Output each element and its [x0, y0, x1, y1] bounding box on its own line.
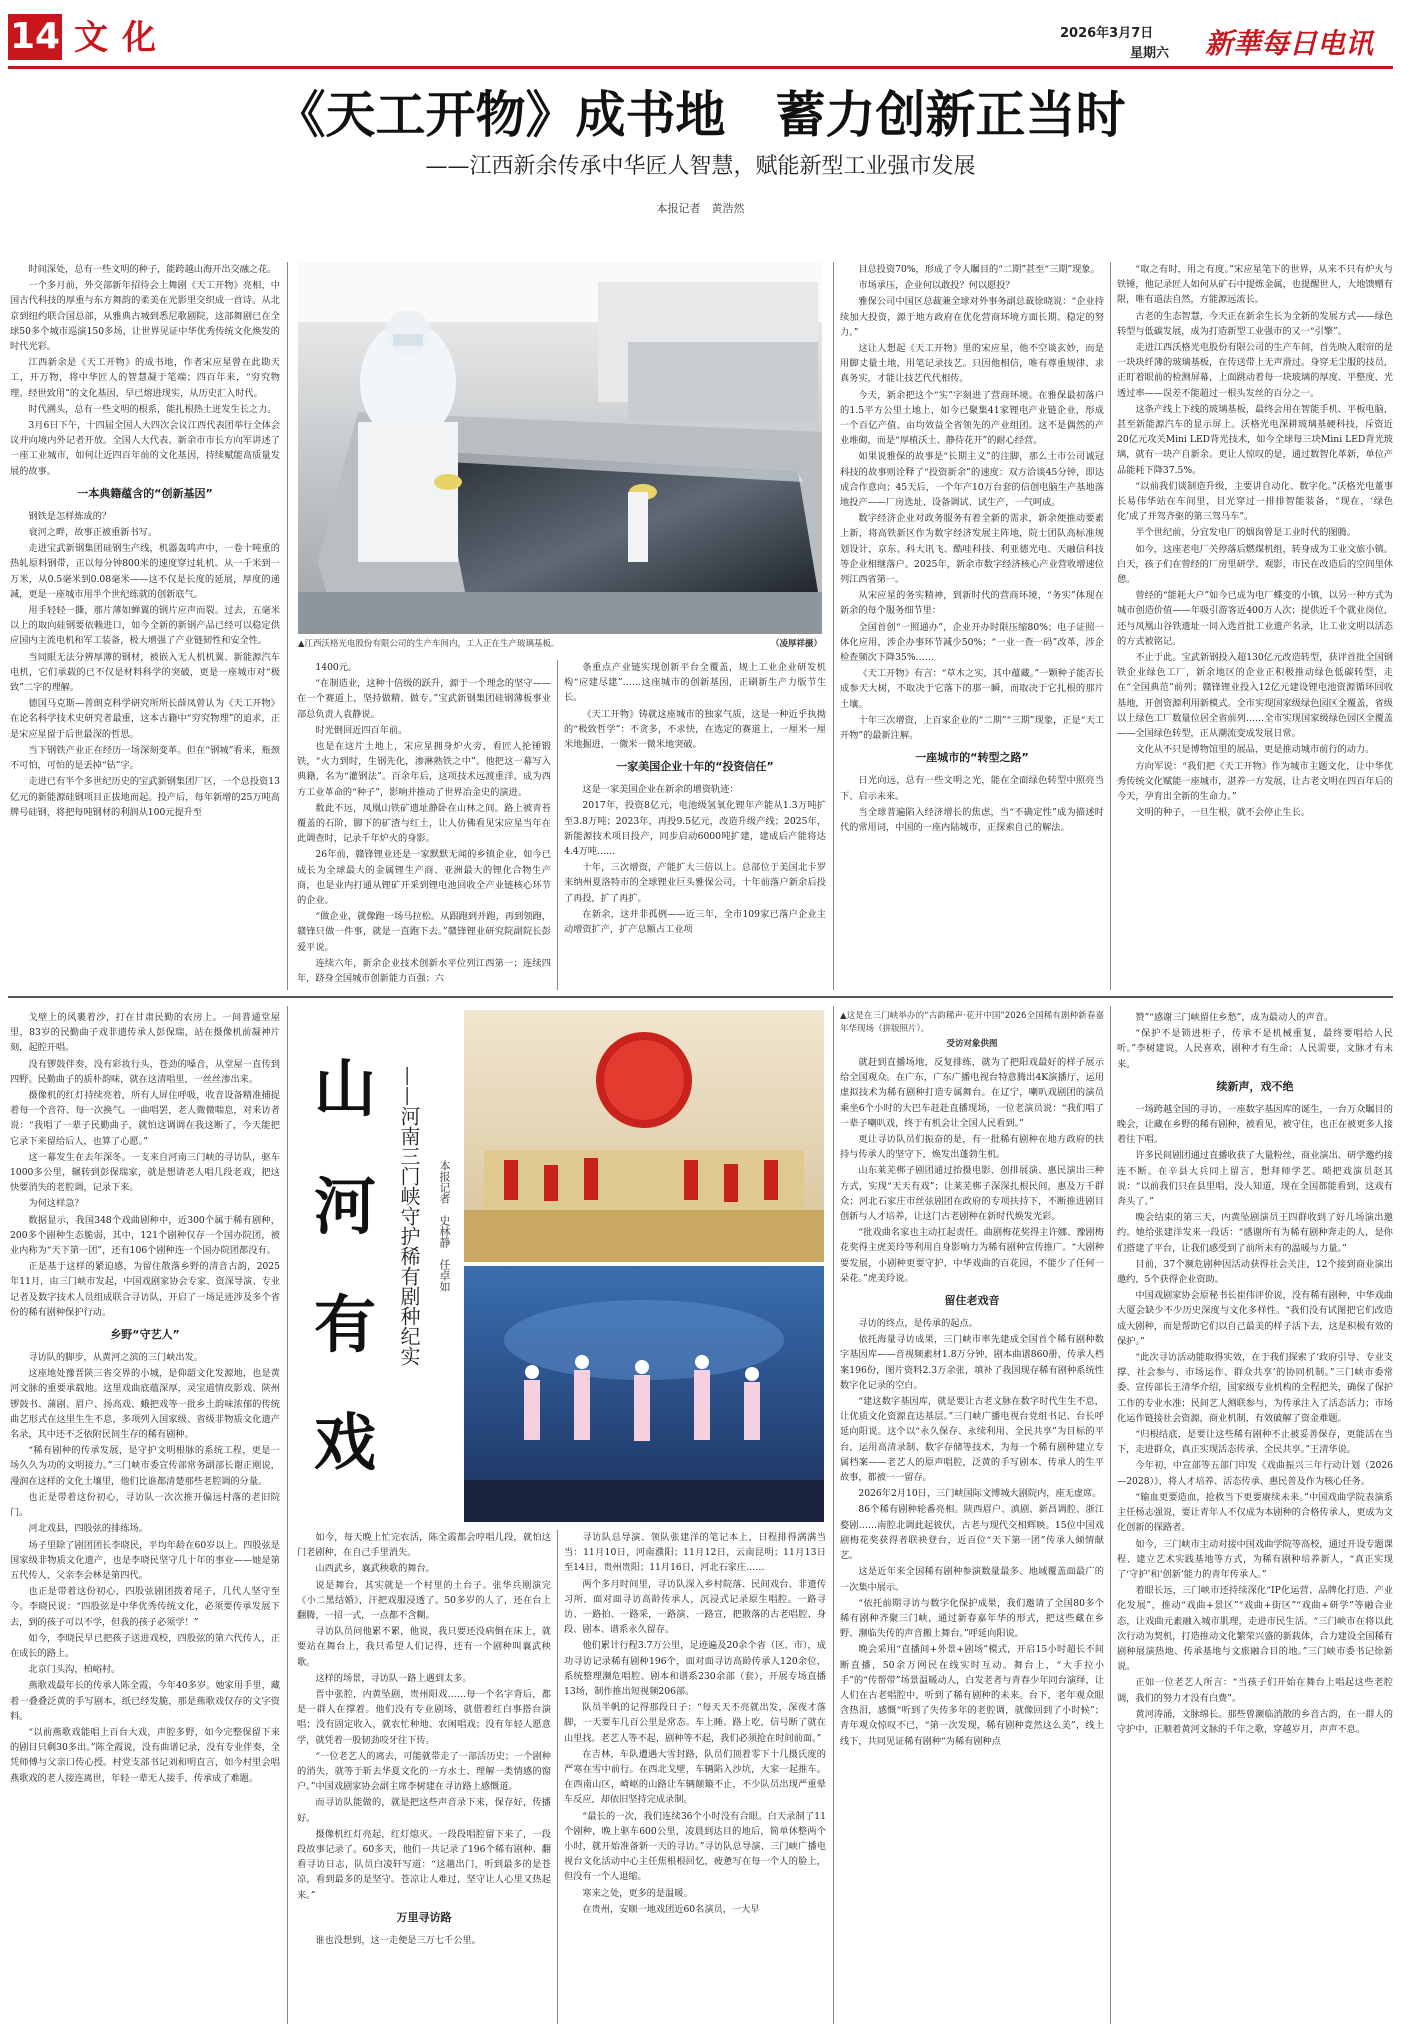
paragraph: 黄河涛涌，文脉绵长。那些曾濒临消散的乡音古韵，在一群人的守护中，正顺着黄河文脉的千年之歌，穿越岁月，声声不息。 [1117, 1708, 1393, 1735]
paragraph: 方向军说：“我们把《天工开物》作为城市主题文化，让中华优秀传统文化赋能一座城市，湛养一方发展，让古老文明在四百年后的今天，孕育出全新的生命力。” [1117, 760, 1393, 802]
paragraph: 从宋应星的务实精神，到新时代的营商环境，“务实”体现在新余的每个服务细节里： [840, 590, 1104, 617]
paragraph: 没有锣鼓伴奏，没有彩妆行头，苍劲的嗓音，从堂屋一直传到四野。民勤曲子的质朴韵味，就在这清唱里，一丝丝渗出来。 [10, 1058, 280, 1085]
paragraph: 如今，这座老电厂关停落后燃煤机组，转身成为工业文旅小镇。白天，孩子们在曾经的厂房里研学、观影，市民在改造后的空间里休憩。 [1117, 543, 1393, 586]
paragraph: 山东莱芜梆子剧团通过抬摄电影、创排展演、惠民演出三种方式，实现“天天有戏”；让莱芜梆子深深扎根民间，惠及万千群众；河北石家庄市丝弦剧团在政府的专项扶持下，不断推进剧目创新与人才培养，让这门古老剧种在新时代焕发光彩。 [840, 1165, 1104, 1223]
paragraph: 这一幕发生在去年深冬。一支来自河南三门峡的寻访队，驱车1000多公里，辗转到彭保瑞家，就是想请老人唱几段老戏，把这快要消失的老腔调，记录下来。 [10, 1151, 280, 1194]
paragraph: 如今，三门峡市主动对接中国戏曲学院等高校，通过开设专题课程、建立艺术实践基地等方式，为稀有剧种培养新人，“真正实现了‘守护’和‘创新’能力的青年传承人。” [1117, 1538, 1393, 1580]
paragraph: 寻访队的脚步，从黄河之滨的三门峡出发。 [28, 1352, 203, 1364]
paragraph: 这是一家美国企业在新余的增资轨迹： [582, 784, 739, 796]
paragraph: 半个世纪前，分宜发电厂的烟囱曾是工业时代的图腾。 [1135, 527, 1356, 539]
column-rule [1110, 1006, 1111, 2024]
subheading: 一座城市的“转型之路” [915, 751, 1029, 765]
paragraph: 在新余，这并非孤例——近三年，全市109家已落户企业主动增资扩产，扩产总额占工业项 [564, 908, 826, 936]
paragraph: 两个多月时间里，寻访队深入乡村院落、民间戏台、非遗传习所，面对面寻访高龄传承人，沉浸式记录原生唱腔。一路寻访、一路拍、一路采，一路演、一路宣，把散落的古老唱腔、身段、剧本、谱系永久留存。 [564, 1578, 826, 1636]
paragraph: “以前我们谈制造升级，主要讲自动化、数字化。”沃格光电董事长易伟华站在车间里，目光穿过一排排智能装备，“现在，‘绿色化’成了并驾齐驱的第三驾马车”。 [1117, 480, 1393, 523]
paragraph: “此次寻访活动能取得实效，在于我们探索了‘政府引导、专业支撑、社会参与、市场运作、群众共享’的协同机制。”三门峡市委常委、宣传部长王清华介绍，国家级专业机构的全程把关，确保了保护工作的专业水准；民间艺人测联参与，为传承注入了活态活力；市场化运作链接社会资源，商业机制，有效破解了资金难题。 [1117, 1352, 1393, 1424]
bottom-col-2 [297, 1530, 551, 2024]
column-rule [287, 262, 288, 990]
paragraph: 86个稀有剧种轮番亮相。陕西眉户、滇剧、新昌调腔、浙江婺剧……南腔北调此起彼伏，古老与现代交相辉映。15位中国戏剧梅花奖获得者联袂登台，近百位“天下第一团”传承人倾情献艺。 [840, 1504, 1104, 1562]
paragraph: 摄像机的红灯持续亮着，所有人屏住呼吸，收音设备精准捕捉着每一个音符、每一次换气。一曲唱罢，老人微微喘息，对来访者说：“我唱了一辈子民勤曲子，就怕这调调在我这断了，今天能把它录下来留给后人，也算了心愿。” [10, 1090, 280, 1147]
opera-photo-credit: 受访对象供图 [946, 1039, 998, 1049]
paragraph: 这条产线上下线的玻璃基板，最终会用在智能手机、平板电脑，甚至新能源汽车的显示屏上。沃格光电深耕玻璃基硬科技，斥资近20亿元攻关Mini LED背光技术，如今全球每三块Mini LED背光玻璃，就有一块产自新余。更让人惊叹的是，通过数智化革新，单位产品能耗下降37.5%。 [1117, 403, 1393, 476]
paragraph: 衰河之畔，故事正被重新书写。 [28, 527, 158, 539]
paragraph: 正如一位老艺人所言：“当孩子们开始在舞台上唱起这些老腔调，我们的努力才没有白费”。 [1117, 1677, 1393, 1704]
paragraph: 走进宝武新钢集团硅钢生产线，机器轰鸣声中，一卷十吨重的热轧原料钢带，正以每分钟800米的速度穿过轧机。从一千米到一万米，从0.5毫米到0.08毫米——这不仅是长度的延展，厚度的递减，更是一座城市用半个世纪练就的创新底气。 [10, 543, 280, 600]
paragraph: 十年三次增资，上百家企业的“二期”“三期”现象，正是“天工开物”的最新注解。 [840, 714, 1104, 742]
factory-photo-credit: （凌厚祥摄） [770, 639, 822, 649]
paragraph: 中国戏剧家协会原秘书长崔伟评价说，没有稀有剧种，中华戏曲大厦会缺少不少历史深度与文化多样性。“我们没有试图把它们改造成大剧种，而是帮助它们以自己最美的样子活下去，这是积极有效的保护。” [1117, 1290, 1393, 1347]
paragraph: 这样的场景，寻访队一路上遇到太多。 [315, 1672, 472, 1684]
paragraph: 摄像机红灯亮起，红灯熄灭。一段段唱腔留下来了，一段段故事记录了。60多天，他们一共记录了196个稀有剧种、翻看寻访日志，队员白凌轩写道：“这趟出门，听到最多的是苍凉，看到最多的是坚守。苍凉让人难过，坚守让人心里又热起来。” [297, 1828, 551, 1901]
paragraph: 当下钢铁产业正在经历一场深刻变革。但在“钢城”看来，瓶颈不可怕，可怕的是丢掉“钻”字。 [10, 744, 280, 772]
opera-photo [464, 1010, 824, 1522]
paragraph: “以前燕歌戏能唱上百台大戏，声腔多野，如今完整保留下来的剧目只剩30多出。”陈全霞说，没有曲谱记录，没有专业伴奏，全凭师傅与父亲口传心授。村党支部书记刘和明直言，如今村里会唱燕歌戏的老人接连离世，年轻一辈无人接手，传承成了难题。 [10, 1726, 280, 1784]
paragraph: 他们累计行程3.7万公里，足迹遍及20余个省（区、市），成功寻访记录稀有剧种196个，面对面寻访高龄传承人120余位，系统整理濒危唱腔、剧本和谱系230余部（套），开展专场直播13场，制作推出短视频206部。 [564, 1640, 826, 1698]
paragraph: 也是在这片土地上，宋应星拥身炉火旁，看匠人抡锤锻铁，“火力到时，生钢先化，渗淋熟铁之中”。他把这一幕写入典籍，名为“灌钢法”。百余年后，这项技术远渡重洋，成为西方工业革命的“种子”，影响并推动了世界冶金史的演进。 [297, 741, 551, 798]
bottom-col-3 [564, 1530, 826, 2024]
paragraph: 时光倒回近四百年前。 [315, 724, 408, 736]
masthead-rule [8, 66, 1393, 69]
paragraph: 时代溯头，总有一些文明的根系，能扎根热土迸发生长之力。 [28, 403, 277, 415]
title-char: 河 [313, 1170, 376, 1243]
paragraph: 依托海量寻访成果，三门峡市率先建成全国首个稀有剧种数字基因库——音视频素材1.8万分钟，剧本曲谱860册，传承人档案196份，图片资料2.3万余张，填补了我国现存稀有剧种系统性数字化记录的空白。 [840, 1334, 1104, 1391]
top-col-2 [297, 660, 551, 990]
paragraph: 《天工开物》铸就这座城市的独家气质，这是一种近乎执拗的“极致哲学”：不贪多，不求快，在选定的赛道上，一厘米一厘米地掘进，一微米一微米地突破。 [564, 708, 826, 751]
paragraph: 曾经的“能耗大户”如今已成为电厂蝶变的小镇，以另一种方式为城市创造价值——年吸引游客近400万人次；提供近千个就业岗位，还与凤凰山谷铁遗址一同入选首批工业遗产名录，让工业文明以活态的方式被铭记。 [1117, 590, 1393, 647]
bottom-col-4 [840, 1010, 1104, 2024]
paragraph: 寻访的终点，是传承的起点。 [858, 1318, 978, 1330]
paragraph: 日光向远，总有一些文明之光，能在全面绿色转型中照亮当下、启示未来。 [840, 775, 1104, 802]
paragraph: 寒来之处，更多的是温暖。 [582, 1887, 693, 1899]
paragraph: 古老的生态智慧，今天正在新余生长为全新的发展方式——绿色转型与低碳发展，成为打造新型工业强市的又一“引擎”。 [1117, 310, 1393, 337]
paragraph: 晚会结束的第三天，内黄坠剧演员王四群收到了好几场演出邀约。她给张建洋发来一段话：“感谢所有为稀有剧种奔走的人，是你们搭建了平台，让我们感受到了前所未有的温暖与力量。” [1117, 1212, 1393, 1254]
story-separator [8, 996, 1393, 998]
paragraph: 更让寻访队员们振奋的是，有一批稀有剧种在地方政府的扶持与传承人的坚守下，焕发出蓬勃生机。 [840, 1134, 1104, 1161]
paragraph: 赞”“感谢三门峡留住乡愁”，成为最动人的声音。 [1135, 1012, 1334, 1023]
paragraph: 一场跨越全国的寻访，一座数字基因库的诞生，一台万众瞩目的晚会，让藏在乡野的稀有剧种，被看见，被守住，也正在被更多人接着往下唱。 [1117, 1103, 1393, 1146]
paragraph: 许多民间剧团通过直播收获了大量粉丝，商业演出、研学邀约接连不断。在辛县大兵同上留言，想拜师学艺。唢把戏演员赵其说：“以前我们只在县里唱，没人知道，现在全国都能看到，这戏有奔头了。” [1117, 1150, 1393, 1208]
bottom-story-byline: 本报记者 史林静 任卓如 [438, 1160, 451, 1292]
top-col-4 [840, 262, 1104, 990]
subheading: 留住老戏音 [944, 1294, 1000, 1308]
paragraph: 2026年2月10日，三门峡国际文博城大剧院内，座无虚席。 [858, 1488, 1102, 1500]
bottom-story-subtitle: ——河南三门峡守护稀有剧种纪实 [397, 1066, 421, 1366]
paragraph: 目前，37个濒危剧种因活动获得社会关注，12个接到商业演出邀约，5个获得企业资助。 [1117, 1258, 1393, 1286]
subheading: 续新声，戏不绝 [1216, 1079, 1294, 1093]
paragraph: “输血更要造血，抢救当下更要赓续未来。”中国戏曲学院表演系主任杨志强说，要让青年人不仅成为本剧种的合格传承人，更成为文化创新的探路者。 [1117, 1491, 1393, 1534]
paragraph: 如今，李晓民早已把孩子送进戏校，四股弦的第六代传人，正在成长的路上。 [10, 1632, 280, 1659]
paragraph: 十年，三次增资，产能扩大三倍以上。总部位于美国北卡罗来纳州夏洛特市的全球锂业巨头雅保公司，十年前落户新余后投了再投，扩了再扩。 [564, 862, 826, 904]
paragraph: 这座地处豫晋陕三省交界的小城，是仰韶文化发源地，也是黄河文脉的重要承载地。这里戏曲底蕴深厚，灵宝道情皮影戏、陕州锣鼓书、蒲剧、眉户、扬高戏、蛾把戏等一批乡土韵味浓郁的传统曲艺形式在这里生生不息，多项列入国家级、省级非物质文化遗产名录，其中还不乏依附民间生存的稀有剧种。 [10, 1368, 280, 1441]
paragraph: 晚会采用“直播间+外景+剧场”模式，开启15小时超长不间断直播，50余万网民在线实时互动。舞台上，“大手拉小手”的“传帮带”场景温暖动人，白发老者与青春少年同台演绎，让人们在古老唱腔中，听到了稀有剧种的未来。台下，老年观众眼含热泪，感慨“听到了失传多年的老腔调，就像回到了小时候”；青年观众惊叹不已，“第一次发现，稀有剧种竟然这么美”，线上线下，共同见证稀有剧种“为稀有剧种点 [840, 1644, 1104, 1747]
top-col-1 [10, 262, 280, 990]
paragraph: “取之有时，用之有度。”宋应星笔下的世界，从来不只有炉火与铁锤，他记录匠人如何从矿石中提炼金属，也提醒世人，大地馈赠有限，唯有道法自然，方能源远流长。 [1117, 264, 1393, 306]
paragraph: 文明的种子，一旦生根，就不会停止生长。 [1135, 807, 1310, 819]
paper-logo: 新華每日电讯 [1205, 27, 1374, 60]
top-story-subtitle: ——江西新余传承中华匠人智慧，赋能新型工业强市发展 [425, 154, 976, 179]
paragraph: 1400元。 [315, 662, 358, 673]
paragraph: “建这数字基因库，就是要让古老文脉在数字时代生生不息，让优质文化资源直达基层。”三门峡广播电视台党组书记、台长呼延向阳说。这个以“永久保存、永续利用、全民共享”为目标的平台，运用高清录制、数字存储等技术，为每一个稀有剧种建立专属档案——老艺人的原声唱腔，泛黄的手写剧本、传承人的生平故事，都被一一留存。 [840, 1396, 1104, 1484]
paragraph: 燕歌戏最年长的传承人陈全霞，今年40多岁。她家用手里，藏着一叠叠泛黄的手写剧本，纸已经发脆，那是燕歌戏仅存的文字资料。 [10, 1680, 280, 1722]
paragraph: 北京门头沟，柏峪村。 [28, 1664, 121, 1676]
title-char: 戏 [313, 1406, 376, 1479]
paragraph: 寻访队总导演、领队张建洋的笔记本上，日程排得满满当当：11月10日，河南濮阳；11月12日，云南昆明；11月13日至14日，贵州贵阳；11月16日，河北石家庄…… [564, 1532, 826, 1574]
paragraph: 今年初，中宣部等五部门印发《戏曲振兴三年行动计划（2026—2028）》，将人才培养、活态传承、惠民普及作为核心任务。 [1117, 1460, 1393, 1487]
paragraph: 这让人想起《天工开物》里的宋应星，他不空谈玄妙，而是用脚丈量土地，用笔记录技艺。只因他相信，唯有尊重规律、求真务实，才能让技艺代代相传。 [840, 343, 1104, 385]
paragraph: 河北戏县，四股弦的排练场。 [28, 1523, 148, 1535]
paragraph: 说是舞台，其实就是一个村里的土台子。张华兵刚演完《小二黑结婚》，汗把戏服浸透了。50多岁的人了，还在台上翻腾，一招一式，一点都不含糊。 [297, 1579, 551, 1622]
paragraph: 如今，每天晚上忙完农活，陈全霞都会哼唱几段，就怕这门老剧种，在自己手里消失。 [297, 1532, 551, 1559]
paragraph: 在吉林，车队遭遇大雪封路，队员们顶着零下十几摄氏度的严寒在雪中前行。在西北戈壁，车辆陷入沙坑，大家一起推车。在西南山区，崎岖的山路让车辆颠簸不止，不少队员出现严重晕车反应，却依旧坚持完成录制。 [564, 1748, 826, 1806]
paragraph: “稀有剧种的传承发展，是守护文明根脉的系统工程，更是一场久久为功的文明接力。”三门峡市委宣传部常务副部长谢正刚说，漫润在这样的文化土壤里，他们比谁都清楚那些老腔调的分量。 [10, 1445, 280, 1487]
paragraph: 谁也没想到，这一走便是三万七千公里。 [315, 1934, 481, 1946]
paragraph: “最长的一次，我们连续36个小时没有合眼。白天录制了11个剧种，晚上驱车600公里，凌晨到达目的地后，简单休整两个小时，就开始准备新一天的寻访。”寻访队总导演、三门峡广播电视台文化活动中心主任焦根根回忆，疲惫写在每一个人的脸上，但没有一个人退缩。 [564, 1810, 826, 1883]
paragraph: 寻访队员问他累不累，他说，我只要还没病倒在床上，就要站在舞台上，我只希望人们记得，还有一个剧种叫襄武秧歌。 [297, 1626, 551, 1668]
bottom-col-1 [10, 1010, 280, 2024]
column-rule [833, 262, 834, 990]
paragraph: 连续六年，新余企业技术创新水平位列江西第一；连续四年，跻身全国城市创新能力百强；六 [297, 957, 551, 985]
column-rule [287, 1006, 288, 2024]
paragraph: 全国首创“一照通办”，企业开办时限压缩80%；电子证照一体化应用，涉企办事环节减少50%；“一业一查一码”改革，涉企检查频次下降35%…… [840, 621, 1104, 664]
subheading: 一本典籍蕴含的“创新基因” [77, 486, 213, 500]
paragraph: 条重点产业链实现创新平台全覆盖，规上工业企业研发机构“应建尽建”……这座城市的创新基因，正刷新生产力版节生长。 [564, 662, 826, 704]
paragraph: 当同眼无法分辨厚薄的钢材，被嵌入无人机机翼、新能源汽车电机，它们承载的已不仅是材料科学的突破，更是一座城市对“极致”二字的理解。 [10, 651, 280, 694]
paragraph: 晋中张腔，内黄坠剧，贵州阳戏……每一个名字背后，都是一群人在撑着。他们没有专业剧场，就借着红白事搭台演唱；没有固定收入，就农忙种地、农闲唱戏；没有年轻人愿意学，就凭着一股韧劲咬牙往下传。 [297, 1689, 551, 1746]
paragraph: 用手轻轻一撕，那片薄如蝉翼的钢片应声而裂。过去，五毫米以上的取向硅钢要依赖进口，如今全新的新钢产品已经可以稳定供应国内主流电机和军工装备，极大增强了产业链韧性和安全性。 [10, 605, 280, 647]
opera-photo-illustration [464, 1010, 824, 1522]
title-char: 有 [313, 1288, 376, 1361]
section-name: 文化 [74, 18, 170, 58]
column-rule [833, 1006, 834, 2024]
paragraph: 也正是带着这份初心，四股弦剧团拨着尾子，几代人坚守至今。李晓民说：“四股弦是中华优秀传统文化，必须要传承发展下去，到的孩子可以不学，但我的孩子必须学！” [10, 1586, 280, 1628]
paragraph: 目总投资70%，形成了令人瞩目的“二期”甚至“三期”现象。 [858, 264, 1100, 275]
paragraph: 为何这样急？ [28, 1198, 84, 1210]
paragraph: 今天，新余把这个“实”字刻进了营商环境。在雅保最初落户的1.5平方公里土地上，如今已聚集41家锂电产业链企业，形成一个百亿产值、亩均效益全省领先的产业组团。这不是偶然的产业堆砌，而是“厚植沃土、静待花开”的耐心经营。 [840, 389, 1104, 447]
top-col-3 [564, 660, 826, 990]
subheading: 万里寻访路 [396, 1910, 452, 1924]
column-rule [557, 1530, 558, 2024]
bottom-col-5 [1117, 1010, 1393, 2024]
issue-date: 2026年3月7日 [1060, 26, 1154, 41]
paragraph: 2017年，投资8亿元，电池级氢氧化锂年产能从1.3万吨扩至3.8万吨；2023年，再投9.5亿元，改造升级产线；2025年，新能源技术项目投产，同步启动6000吨扩建，建成后产能将达4.4万吨…… [564, 800, 826, 858]
top-col-5 [1117, 262, 1393, 990]
paragraph: “依托前期寻访与数字化保护成果，我们邀请了全国80多个稀有剧种齐聚三门峡，通过新春嘉年华的形式，把这些藏在乡野、濒临失传的声音搬上舞台。”呼延向阳说。 [840, 1597, 1104, 1640]
column-rule [557, 660, 558, 990]
paragraph: 队员半帆的记得那段日子：“每天天不亮就出发，深夜才落脚，一天要车几百公里是常态。车上睡、路上吃，信号断了就在山里找。老艺人等不起，剧种等不起，我们必须抢在时间前面。” [564, 1702, 826, 1744]
paragraph: 山西武乡，襄武秧歌的舞台。 [315, 1563, 435, 1575]
paragraph: “做企业，就像跑一场马拉松。从跟跑到并跑，再到领跑，赣锋只做一件事，就是一直跑下去。”赣锋锂业研究院副院长彭爱平说。 [297, 911, 551, 953]
paragraph: 在贵州，安顺一地戏团近60名演员，一大早 [582, 1903, 760, 1915]
paragraph: 也正是带着这份初心，寻访队一次次推开偏远村落的老旧院门。 [10, 1491, 280, 1519]
paragraph: 戈壁上的风裹着沙，打在甘肃民勤的农房上。一间普通堂屋里，83岁的民勤曲子戏非遗传承人彭保瑞，站在摄像机前凝神片刻，起腔开唱。 [10, 1012, 280, 1054]
paragraph: 数此不远，凤凰山铁矿遗址静卧在山林之间。路上被青苔覆盖的石阶，脚下的矿渣与红土，让人仿佛看见宋应星当年在此调查时，记录千年炉火的身影。 [297, 802, 551, 845]
paragraph: 雅保公司中国区总裁兼全球对外事务副总裁徐晓说：“企业持续加大投资，源于地方政府在优化营商环境方面长期、稳定的努力。” [840, 296, 1104, 338]
subheading: 一家美国企业十年的“投资信任” [616, 760, 774, 774]
paragraph: 德国马克斯—普朗克科学研究所所长薛凤曾认为《天工开物》在论名科学技术史研究者最重，这本古籍中“穷究物理”的追求，正是宋应星留于后世最深的哲思。 [10, 698, 280, 740]
paragraph: 着眼长远，三门峡市还持续深化“IP化运营、品牌化打造、产业化发展”，推动“戏曲+景区”“戏曲+街区”“戏曲+研学”等融合业态，让戏曲元素融入城市肌理，走进市民生活。“三门峡市在将以此次行动为契机，打造推动文化繁荣兴盛的新载体，合力建设全国稀有剧种展演热地、传承基地与文旅融合目的地。”三门峡市委书记徐新说。 [1117, 1585, 1393, 1673]
top-col-1-body [10, 262, 280, 479]
paragraph: “批戏曲名家也主动扛起责任。曲剧梅花奖得主许娜、豫剧梅花奖得主虎美玲等利用自身影响力为稀有剧种宣传推广。“大剧种要发展，小剧种更要守护，中华戏曲的百花园，不能少了任何一朵花。”虎美玲说。 [840, 1227, 1104, 1284]
bottom-story-title [300, 1030, 390, 1510]
paragraph: “归根结底，是要让这些稀有剧种不止被妥善保存，更能活在当下，走进群众，真正实现活态传承、全民共享。”王清华说。 [1117, 1429, 1393, 1456]
paragraph: 数据显示，我国348个戏曲剧种中，近300个属于稀有剧种，200多个剧种生态脆弱，其中，121个剧种仅存一个国办院团，被业内称为“天下第一团”，还有106个剧种连一个国办院团都没有。 [10, 1214, 280, 1257]
page-number: 14 [9, 16, 61, 57]
paragraph: 江西新余是《天工开物》的成书地，作者宋应星曾在此勘天工，开万物，将中华匠人的智慧凝于笔端；四百年来，“穷究物理、经世致用”的文化基因，早已熔进现实，从历史汇入时代。 [10, 357, 280, 399]
paragraph: 文化从不只是博物馆里的展品，更是推动城市前行的动力。 [1135, 744, 1375, 756]
opera-photo-caption: ▲这是在三门峡举办的“古韵稀声·花开中国”2026全国稀有剧种新春嘉年华现场（拼版照片）。 [840, 1011, 1104, 1034]
paragraph: 不止于此。宝武新钢投入超130亿元改造转型，获评首批全国钢铁企业绿色工厂，新余地区的企业正积极推动绿色低碳转型，走在“全国典范”前列；赣锋锂业投入12亿元建设锂电池资源循环回收基地，开创资源利用新模式。全市实现国家级绿色园区全覆盖，省级以上绿色工厂数量位居全省前列……全市实现国家级绿色园区全覆盖——全国绿色转型，正从潮流变成发展日常。 [1117, 652, 1393, 740]
factory-photo-illustration [298, 262, 822, 634]
top-story-byline: 本报记者 黄浩然 [656, 202, 745, 215]
subheading: 乡野“守艺人” [110, 1328, 180, 1342]
paragraph: 3月6日下午，十四届全国人大四次会议江西代表团举行全体会议并向境内外记者开放。全国人大代表、新余市市长方向军讲述了一座工业城市，如何让近四百年前的文化基因，持续赋能高质量发展的故事。 [10, 420, 280, 477]
paragraph: 数字经济企业对政务服务有着全新的需求，新余便推动要素上新，将高铁新区作为数字经济发展主阵地，院士团队高标准规划设计，京东、科大讯飞、酷哇科技、利亚德光电、天融信科技等企业相继落户。2025年，新余市数字经济核心产业营收增速位列江西省第一。 [840, 513, 1104, 586]
paragraph: 当全球普遍陷入经济增长的焦虑，当“不确定性”成为描述时代的常用词，中国的一座内陆城市，正探索自己的解法。 [840, 806, 1104, 833]
column-rule [1110, 262, 1111, 990]
paragraph: 如果说雅保的故事是“长期主义”的注脚，那么土市公司诚冠科技的故事则诠释了“投资新余”的速度：双方洽谈45分钟，即达成合作意向；45天后，一个年产10万台套的信创电脑生产基地落地投产——厂房选址、设备调试、试生产，一气呵成。 [840, 451, 1104, 509]
paragraph: 市场承压，企业何以敢投？何以愿投？ [858, 280, 1015, 292]
paragraph: 这是近年来全国稀有剧种参演数量最多、地域覆盖面最广的一次集中展示。 [840, 1566, 1104, 1593]
title-char: 山 [313, 1052, 376, 1125]
factory-photo [298, 262, 822, 634]
paragraph: 26年前，赣锋锂业还是一家默默无闻的乡镇企业，如今已成长为全球最大的金属锂生产商、亚洲最大的锂化合物生产商，也是业内打通从锂矿开采到锂电池回收全产业链核心环节的企业。 [297, 849, 551, 907]
paragraph: 走进已有半个多世纪历史的宝武新钢集团厂区，一个总投资13亿元的新能源硅钢项目正拔地而起。投产后，每年新增的25万吨高牌号硅钢，将把每吨钢材的利润从100元提升至 [10, 776, 280, 818]
paragraph: 就赶到直播场地，反复排练，就为了把阳戏最好的样子展示给全国观众。在广东，广东广播电视台特意腾出4K演播厅，运用虚拟技术为稀有剧种打造专属舞台。在辽宁，喇叭戏剧团的演员乘坐6个小时的大巴车赶赴直播现场，一位老演员说：“我们唱了一辈子喇叭戏，终于有机会让全国人民看到。” [840, 1057, 1104, 1129]
issue-weekday: 星期六 [1130, 46, 1170, 61]
paragraph: 而寻访队能做的，就是把这些声音录下来，保存好，传播好。 [297, 1797, 551, 1824]
paragraph: 钢铁是怎样炼成的？ [28, 510, 112, 522]
top-story-title: 《天工开物》成书地 蓄力创新正当时 [275, 85, 1126, 144]
paragraph: 时间深处，总有一些文明的种子，能跨越山海开出交融之花。 [28, 264, 277, 275]
paragraph: 一个多月前，外交部新年招待会上舞剧《天工开物》亮相，中国古代科技的厚重与东方舞韵的柔美在光影里交织成一首诗。从北京到纽约联合国总部，从雅典古城到悉尼歌剧院，这部舞剧已在全球50多个城市巡演150多场，让世界见证中华优秀传统文化焕发的时代光彩。 [10, 280, 280, 353]
top-col-1b-body [10, 509, 280, 820]
paragraph: “一位老艺人的离去，可能就带走了一部活历史；一个剧种的消失，就等于斩去华夏文化的一方水土、理解一类情感的窗户。”中国戏剧家协会副主席李树建在寻访路上感慨道。 [297, 1750, 551, 1793]
paragraph: “在制造业，这种十倍级的跃升，源于一个理念的坚守——在一个赛道上，坚持做精、做专。”宝武新钢集团硅钢薄板事业部总负责人袁静说。 [297, 678, 551, 720]
paragraph: 《天工开物》有言：“草木之实，其中蕴藏。”一颗种子能否长成参天大树，不取决于它落下的那一瞬，而取决于它扎根的那片土壤。 [840, 668, 1104, 710]
paragraph: 走进江西沃格光电股份有限公司的生产车间，首先映入眼帘的是一块块纤薄的玻璃基板，在传送带上无声滑过。身穿无尘服的技员，正盯着眼前的检测屏幕，上面跳动着每一块玻璃的厚度、平整度、光透过率——误差不能超过一根头发丝的百分之一。 [1117, 342, 1393, 399]
factory-photo-caption: ▲江西沃格光电股份有限公司的生产车间内，工人正在生产玻璃基板。 [298, 639, 560, 649]
paragraph: 正是基于这样的紧迫感，为留住散落乡野的清音古韵，2025年11月，由三门峡市发起，中国戏剧家协会专家、资深导演、专业记者及数字技术人员组成联合寻访队，开启了一场足迹涉及多个省份的稀有剧种保护行动。 [10, 1261, 280, 1318]
paragraph: 场子里除了剧团团长李晓民，平均年龄在60岁以上。四股弦是国家级非物质文化遗产，也是李晓民坚守几十年的事业——她是第五代传人，父亲李会林是第四代。 [10, 1539, 280, 1581]
paragraph: “保护不是锁进柜子，传承不是机械重复，最终要唱给人民听。”李树建说，人民喜欢，剧种才有生命；人民需要，文脉才有未来。 [1117, 1028, 1393, 1070]
